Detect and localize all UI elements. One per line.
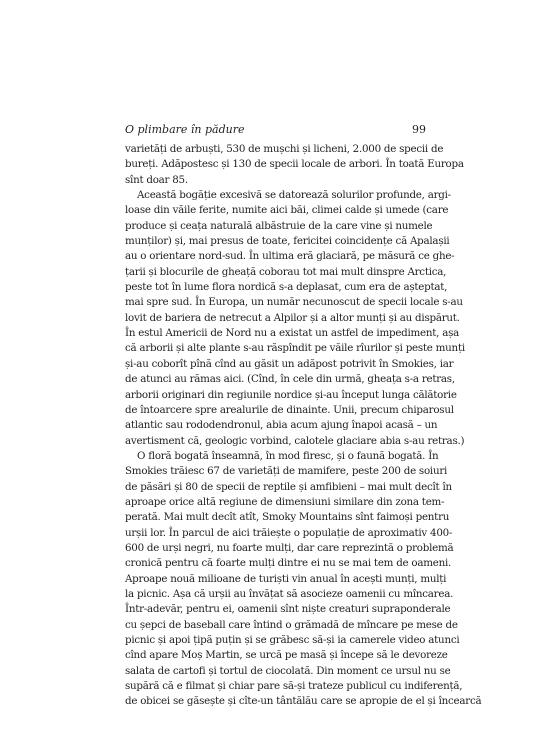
text-line: urșii lor. În parcul de aici trăiește o populație de aproximativ 400-	[125, 526, 453, 539]
text-line: cînd apare Moș Martin, se urcă pe masă și începe să le devoreze	[125, 649, 448, 662]
text-line: la picnic. Așa că urșii au învățat să asocieze oamenii cu mîncarea.	[125, 587, 454, 600]
text-line: cronică pentru că foarte mulți dintre ei nu se mai tem de oameni.	[125, 557, 452, 570]
text-line: aproape orice altă regiune de dimensiuni similare din zona tem-	[125, 495, 445, 508]
text-line: Smokies trăiesc 67 de varietăți de mamifere, peste 200 de soiuri	[125, 465, 448, 478]
text-line: perată. Mai mult decît atît, Smoky Mountains sînt faimoși pentru	[125, 511, 450, 524]
text-line: țarii și blocurile de gheață coborau tot mai mult dinspre Arctica,	[125, 265, 447, 278]
text-line: Această bogăție excesivă se datorează solurilor profunde, argi-	[137, 189, 451, 202]
text-line: 600 de urși negri, nu foarte mulți, dar care reprezintă o problemă	[125, 541, 454, 554]
paragraph	[125, 188, 465, 449]
running-header	[125, 123, 426, 139]
text-line: atlantic sau rododendronul, abia acum ajung înapoi acasă – un	[125, 419, 438, 432]
text-line: Aproape nouă milioane de turiști vin anual în acești munți, mulți	[125, 572, 447, 585]
text-line: au o orientare nord-sud. În ultima eră glaciară, pe măsură ce ghe-	[125, 250, 455, 263]
paragraph	[125, 449, 482, 710]
text-line: de întoarcere spre arealurile de dinainte. Unii, precum chiparosul	[125, 403, 454, 416]
page-number: 99	[412, 123, 426, 136]
running-title: O plimbare în pădure	[125, 123, 245, 136]
text-line: bureți. Adăpostesc și 130 de specii locale de arbori. În toată Europa	[125, 158, 464, 171]
text-line: că arborii și alte plante s-au răspîndit pe văile rîurilor și peste munți	[125, 342, 465, 355]
text-line: O floră bogată înseamnă, în mod firesc, și o faună bogată. În	[137, 449, 439, 462]
text-line: picnic și apoi țipă puțin și se grăbesc să-și ia camerele video atunci	[125, 634, 460, 646]
text-line: cu șepci de baseball care întind o grămadă de mîncare pe mese de	[125, 618, 458, 631]
text-line: supără că e filmat și chiar pare să-și trateze publicul cu indiferență,	[125, 680, 463, 693]
text-line: lovit de bariera de netrecut a Alpilor și a altor munți și au dispărut.	[125, 311, 460, 324]
text-line: avertisment că, geologic vorbind, calotele glaciare abia s-au retras.)	[125, 434, 465, 447]
text-line: și-au coborît pînă cînd au găsit un adăpost potrivit în Smokies, iar	[125, 357, 454, 370]
text-line: varietăți de arbuști, 530 de mușchi și licheni, 2.000 de specii de	[125, 143, 444, 155]
text-line: peste tot în lume flora nordică s-a deplasat, cum era de așteptat,	[125, 281, 448, 294]
text-line: loase din văile ferite, numite aici băi, climei calde și umede (care	[125, 204, 449, 217]
text-line: produce și ceața naturală albăstruie de la care vine și numele	[125, 219, 433, 232]
text-line: arborii originari din regiunile nordice și-au început lunga călătorie	[125, 388, 457, 401]
text-line: salata de cartofi și tortul de ciocolată. Din moment ce ursul nu se	[125, 664, 451, 677]
paragraph	[125, 142, 464, 188]
text-line: de păsări și 80 de specii de reptile și amfibieni – mai mult decît în	[125, 480, 452, 493]
text-line: Într-adevăr, pentru ei, oamenii sînt niște creaturi supraponderale	[125, 603, 451, 616]
text-line: mai spre sud. În Europa, un număr necunoscut de specii locale s-au	[125, 296, 463, 309]
text-line: de obicei se găsește și cîte-un tântălău care se apropie de el și încearcă	[125, 695, 482, 708]
text-line: sînt doar 85.	[125, 173, 188, 186]
text-line: munților) și, mai presus de toate, fericitei coincidențe că Apalașii	[125, 235, 450, 248]
body-text	[125, 142, 482, 710]
text-line: de atunci au rămas aici. (Cînd, în cele din urmă, gheața s-a retras,	[125, 373, 455, 386]
text-line: În estul Americii de Nord nu a existat un astfel de impediment, așa	[125, 327, 460, 340]
